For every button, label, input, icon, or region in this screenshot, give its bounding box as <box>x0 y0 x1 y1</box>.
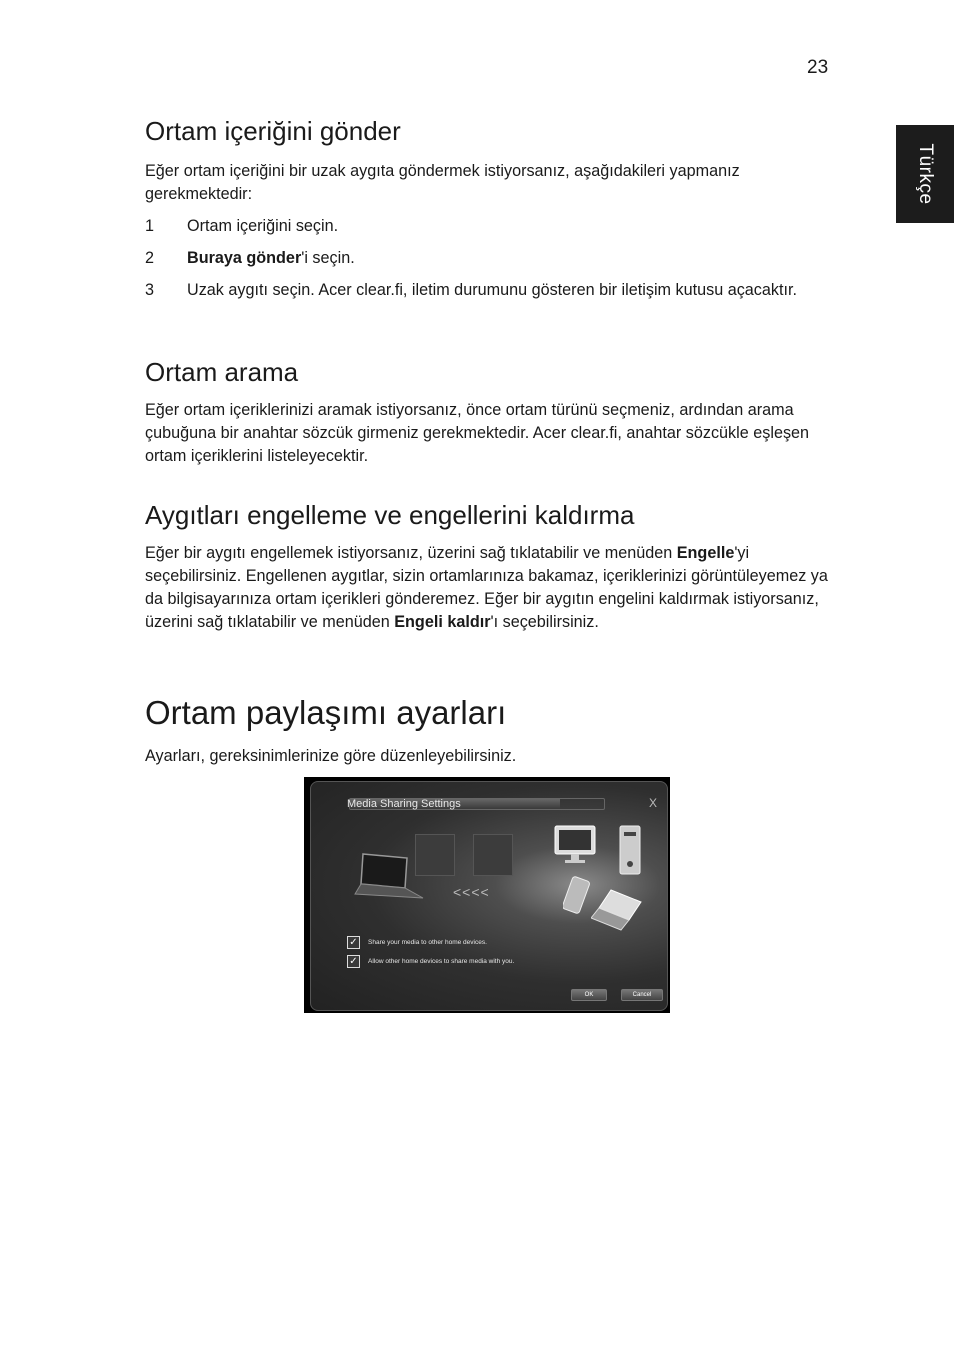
step-bold-term: Buraya gönder <box>187 249 302 267</box>
heading-block-devices: Aygıtları engelleme ve engellerini kaldırma <box>145 500 635 530</box>
step-text-rest: 'i seçin. <box>301 249 355 267</box>
phone-icon <box>563 876 591 916</box>
step-text <box>187 247 835 270</box>
language-tab-label: Türkçe <box>915 143 936 205</box>
search-body: Eğer ortam içeriklerinizi aramak istiyorsanız, önce ortam türünü seçmeniz, ardından arama çubuğuna bir anahtar sözcük girmeniz gerekmektedir. Acer clear.fi, anahtar sözcükle eşleşen ortam içeriklerini listeleyecektir. <box>145 401 810 465</box>
language-tab <box>896 125 954 223</box>
block-bold-term: Engelle <box>676 544 735 562</box>
allow-sharing-label: Allow other home devices to share media with you. <box>368 958 515 965</box>
close-icon[interactable]: X <box>648 796 657 810</box>
step-3 <box>145 279 835 302</box>
step-text: Uzak aygıtı seçin. Acer clear.fi, iletim durumunu gösteren bir iletişim kutusu açacaktır. <box>187 281 797 299</box>
ok-button[interactable]: OK <box>571 989 607 1001</box>
media-tile-1[interactable] <box>415 834 455 876</box>
send-intro: Eğer ortam içeriğini bir uzak aygıta göndermek istiyorsanız, aşağıdakileri yapmanız gerekmektedir: <box>145 162 740 203</box>
step-number: 3 <box>145 281 155 299</box>
share-media-option[interactable] <box>347 936 487 949</box>
settings-dialog <box>310 781 668 1011</box>
heading-sharing-settings: Ortam paylaşımı ayarları <box>145 694 507 731</box>
desktop-tower-icon <box>617 824 643 876</box>
monitor-icon <box>553 824 597 864</box>
check-icon[interactable]: ✓ <box>347 955 360 968</box>
block-body-text: 'ı seçebilirsiniz. <box>490 613 599 631</box>
step-2 <box>145 247 835 270</box>
step-number: 1 <box>145 217 155 235</box>
unblock-bold-term: Engeli kaldır <box>394 613 491 631</box>
laptop-icon <box>349 852 425 902</box>
notebook-icon <box>591 888 647 932</box>
heading-send-media: Ortam içeriğini gönder <box>145 116 401 146</box>
media-tile-2[interactable] <box>473 834 513 876</box>
cancel-button[interactable]: Cancel <box>621 989 663 1001</box>
media-sharing-settings-screenshot <box>304 777 670 1013</box>
check-icon[interactable]: ✓ <box>347 936 360 949</box>
block-body <box>145 542 835 634</box>
page-number: 23 <box>807 57 829 78</box>
heading-search-media: Ortam arama <box>145 357 299 387</box>
dialog-title: Media Sharing Settings <box>347 798 461 810</box>
share-media-label: Share your media to other home devices. <box>368 939 487 946</box>
step-number: 2 <box>145 249 155 267</box>
allow-sharing-option[interactable] <box>347 955 514 968</box>
block-body-text: Eğer bir aygıtı engellemek istiyorsanız, üzerini sağ tıklatabilir ve menüden <box>145 544 677 562</box>
step-text: Ortam içeriğini seçin. <box>187 217 339 235</box>
settings-body: Ayarları, gereksinimlerinize göre düzenleyebilirsiniz. <box>145 747 517 765</box>
step-1 <box>145 215 835 238</box>
block-body-text: 'yi seçebilirsiniz. Engellenen aygıtlar, sizin ortamlarınıza bakamaz, içeriklerinizi görüntüleyemez ya da bilgisayarınıza ortam içerikleri gönderemez. Eğer bir aygıtın engelini kaldırmak istiyorsanız, üzerini sağ tıklatabilir ve menüden <box>145 544 828 631</box>
arrows-icon: <<<< <box>453 884 490 900</box>
